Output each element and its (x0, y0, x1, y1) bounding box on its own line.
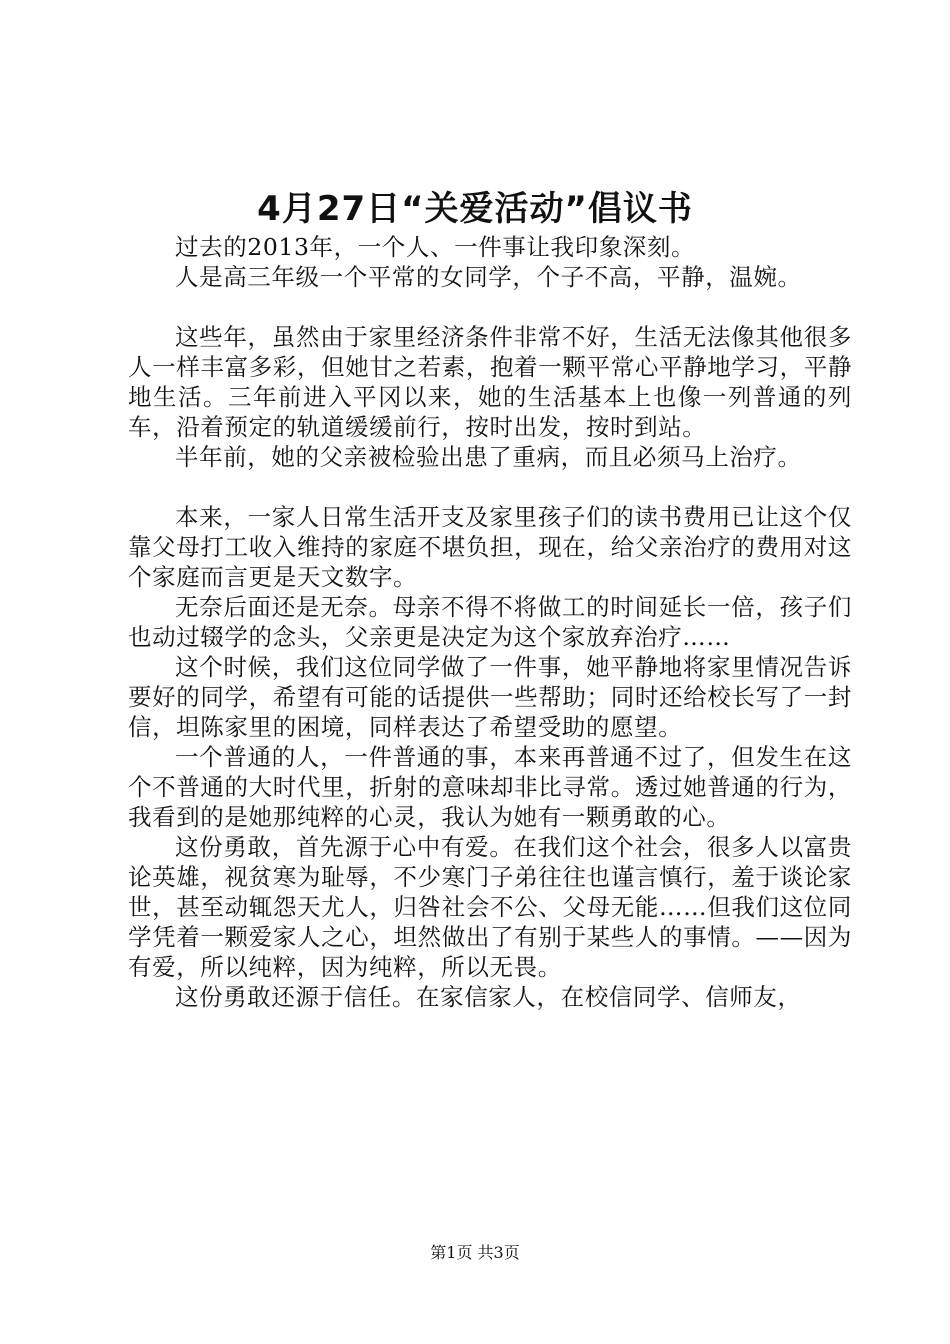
paragraph-spacer (128, 472, 852, 502)
paragraph-7: 这个时候，我们这位同学做了一件事，她平静地将家里情况告诉要好的同学，希望有可能的话提供一些帮助；同时还给校长写了一封信，坦陈家里的困境，同样表达了希望受助的愿望。 (128, 653, 852, 741)
paragraph-2: 人是高三年级一个平常的女同学，个子不高，平静，温婉。 (175, 263, 802, 291)
page-number-footer: 第1页 共3页 (430, 1243, 520, 1262)
document-title: 4月27日“关爱活动”倡议书 (257, 189, 693, 229)
paragraph-8: 一个普通的人，一件普通的事，本来再普通不过了，但发生在这个不普通的大时代里，折射的意味却非比寻常。透过她普通的行为，我看到的是她那纯粹的心灵，我认为她有一颗勇敢的心。 (128, 743, 852, 831)
paragraph-spacer (128, 292, 852, 322)
paragraph-3: 这些年，虽然由于家里经济条件非常不好，生活无法像其他很多人一样丰富多彩，但她甘之若素，抱着一颗平常心平静地学习，平静地生活。三年前进入平冈以来，她的生活基本上也像一列普通的列车，沿着预定的轨道缓缓前行，按时出发，按时到站。 (128, 323, 852, 441)
paragraph-6: 无奈后面还是无奈。母亲不得不将做工的时间延长一倍，孩子们也动过辍学的念头，父亲更是决定为这个家放弃治疗…… (128, 593, 852, 651)
paragraph-4: 半年前，她的父亲被检验出患了重病，而且必须马上治疗。 (175, 443, 802, 471)
paragraph-10: 这份勇敢还源于信任。在家信家人，在校信同学、信师友， (175, 983, 802, 1011)
paragraph-5: 本来，一家人日常生活开支及家里孩子们的读书费用已让这个仅靠父母打工收入维持的家庭不堪负担，现在，给父亲治疗的费用对这个家庭而言更是天文数字。 (128, 503, 852, 591)
document-body (128, 232, 852, 1012)
paragraph-9: 这份勇敢，首先源于心中有爱。在我们这个社会，很多人以富贵论英雄，视贫寒为耻辱，不少寒门子弟往往也谨言慎行，羞于谈论家世，甚至动辄怨天尤人，归咎社会不公、父母无能……但我们这位同学凭着一颗爱家人之心，坦然做出了有别于某些人的事情。——因为有爱，所以纯粹，因为纯粹，所以无畏。 (128, 833, 852, 981)
paragraph-1: 过去的2013年，一个人、一件事让我印象深刻。 (175, 233, 696, 261)
